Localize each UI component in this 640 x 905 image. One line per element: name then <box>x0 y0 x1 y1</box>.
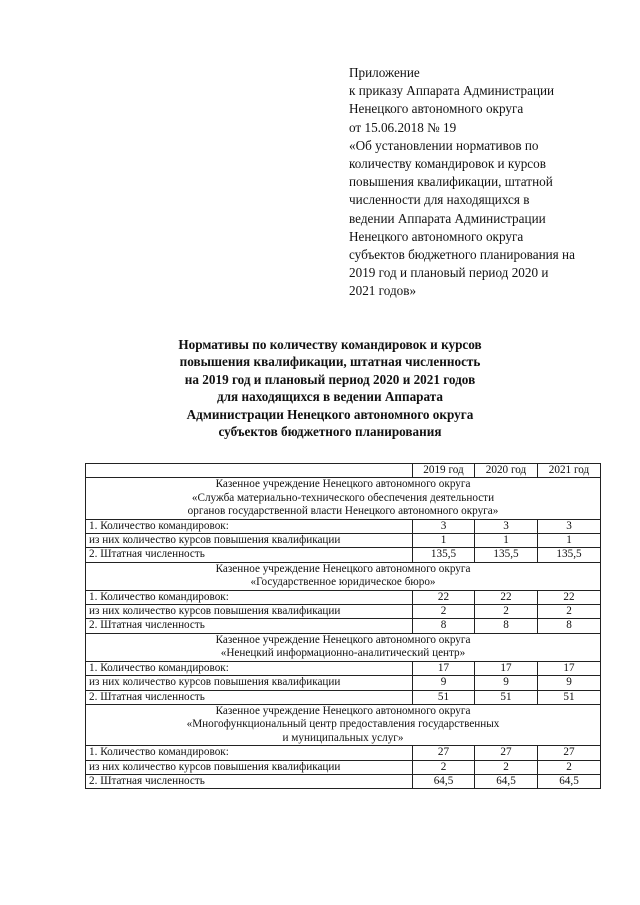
value-cell: 135,5 <box>538 548 601 562</box>
row-label: 2. Штатная численность <box>86 690 413 704</box>
value-cell: 64,5 <box>475 774 538 788</box>
value-cell: 135,5 <box>413 548 475 562</box>
value-cell: 51 <box>475 690 538 704</box>
org-name-cell <box>86 633 601 661</box>
org-name-cell <box>86 562 601 590</box>
header-cell-2021: 2021 год <box>538 464 601 478</box>
value-cell: 3 <box>538 519 601 533</box>
document-heading <box>140 336 520 440</box>
value-cell: 64,5 <box>413 774 475 788</box>
value-cell: 17 <box>413 661 475 675</box>
org-row <box>86 478 601 519</box>
org-name-line: Казенное учреждение Ненецкого автономного округа <box>215 478 471 491</box>
value-cell: 27 <box>538 746 601 760</box>
value-cell: 2 <box>538 760 601 774</box>
value-cell: 8 <box>538 619 601 633</box>
heading-line: на 2019 год и плановый период 2020 и 2021 годов <box>184 371 476 387</box>
row-label: из них количество курсов повышения квалификации <box>86 605 413 619</box>
value-cell: 2 <box>475 605 538 619</box>
org-row <box>86 562 601 590</box>
appendix-line: 2021 годов» <box>349 283 417 299</box>
value-cell: 1 <box>475 534 538 548</box>
org-name-line: «Служба материально-технического обеспечения деятельности <box>191 491 495 504</box>
heading-line: Нормативы по количеству командировок и курсов <box>178 337 482 352</box>
row-label: 1. Количество командировок: <box>86 519 413 533</box>
appendix-line: ведении Аппарата Администрации <box>349 210 546 226</box>
table-row <box>86 690 601 704</box>
table-row <box>86 774 601 788</box>
value-cell: 8 <box>475 619 538 633</box>
header-cell-2020: 2020 год <box>475 464 538 478</box>
value-cell: 22 <box>538 590 601 604</box>
appendix-line: к приказу Аппарата Администрации <box>349 83 555 99</box>
appendix-line: субъектов бюджетного планирования на <box>349 247 575 263</box>
appendix-line: численности для находящихся в <box>349 192 530 208</box>
value-cell: 2 <box>475 760 538 774</box>
value-cell: 27 <box>413 746 475 760</box>
row-label: 2. Штатная численность <box>86 774 413 788</box>
org-name-cell <box>86 478 601 519</box>
org-name-line: Казенное учреждение Ненецкого автономного округа <box>215 633 471 646</box>
value-cell: 51 <box>538 690 601 704</box>
heading-line: для находящихся в ведении Аппарата <box>216 389 443 405</box>
header-cell <box>86 464 413 478</box>
value-cell: 1 <box>413 534 475 548</box>
org-name-line: органов государственной власти Ненецкого автономного округа» <box>187 505 499 518</box>
org-name-line: и муниципальных услуг» <box>282 731 404 744</box>
table-row <box>86 619 601 633</box>
value-cell: 17 <box>475 661 538 675</box>
appendix-line: Приложение <box>349 65 420 80</box>
value-cell: 22 <box>413 590 475 604</box>
table-row <box>86 590 601 604</box>
org-name-line: Казенное учреждение Ненецкого автономного округа <box>215 562 471 575</box>
org-name-line: Казенное учреждение Ненецкого автономного округа <box>215 704 471 717</box>
org-row <box>86 633 601 661</box>
value-cell: 9 <box>538 676 601 690</box>
value-cell: 22 <box>475 590 538 604</box>
table-row <box>86 760 601 774</box>
table-row <box>86 519 601 533</box>
value-cell: 9 <box>475 676 538 690</box>
appendix-line: Ненецкого автономного округа <box>349 228 524 244</box>
table-header-row <box>86 464 601 478</box>
table-row <box>86 676 601 690</box>
table-row <box>86 661 601 675</box>
appendix-line: 2019 год и плановый период 2020 и <box>349 265 549 281</box>
value-cell: 2 <box>538 605 601 619</box>
row-label: 2. Штатная численность <box>86 619 413 633</box>
org-name-cell <box>86 704 601 745</box>
header-cell-2019: 2019 год <box>413 464 475 478</box>
org-row <box>86 704 601 745</box>
row-label: из них количество курсов повышения квалификации <box>86 760 413 774</box>
table-row <box>86 548 601 562</box>
row-label: 1. Количество командировок: <box>86 661 413 675</box>
norms-table <box>85 463 601 789</box>
appendix-line: повышения квалификации, штатной <box>349 174 553 190</box>
appendix-line: Ненецкого автономного округа <box>349 101 524 117</box>
row-label: из них количество курсов повышения квалификации <box>86 676 413 690</box>
value-cell: 2 <box>413 605 475 619</box>
org-name-line: «Ненецкий информационно-аналитический центр» <box>220 647 466 660</box>
heading-line: Администрации Ненецкого автономного округа <box>186 406 474 422</box>
row-label: из них количество курсов повышения квалификации <box>86 534 413 548</box>
appendix-line: «Об установлении нормативов по <box>349 137 539 153</box>
value-cell: 3 <box>475 519 538 533</box>
value-cell: 9 <box>413 676 475 690</box>
value-cell: 2 <box>413 760 475 774</box>
value-cell: 51 <box>413 690 475 704</box>
value-cell: 3 <box>413 519 475 533</box>
org-name-line: «Многофункциональный центр предоставления государственных <box>186 718 500 731</box>
row-label: 1. Количество командировок: <box>86 590 413 604</box>
heading-line: субъектов бюджетного планирования <box>218 424 442 440</box>
value-cell: 27 <box>475 746 538 760</box>
row-label: 1. Количество командировок: <box>86 746 413 760</box>
heading-line: повышения квалификации, штатная численность <box>179 354 481 370</box>
row-label: 2. Штатная численность <box>86 548 413 562</box>
value-cell: 64,5 <box>538 774 601 788</box>
org-name-line: «Государственное юридическое бюро» <box>250 576 436 589</box>
appendix-line: количеству командировок и курсов <box>349 156 546 172</box>
appendix-line: от 15.06.2018 № 19 <box>349 119 457 135</box>
table-row <box>86 534 601 548</box>
value-cell: 8 <box>413 619 475 633</box>
appendix-block <box>349 64 609 301</box>
table-row <box>86 605 601 619</box>
table-row <box>86 746 601 760</box>
value-cell: 1 <box>538 534 601 548</box>
value-cell: 17 <box>538 661 601 675</box>
value-cell: 135,5 <box>475 548 538 562</box>
